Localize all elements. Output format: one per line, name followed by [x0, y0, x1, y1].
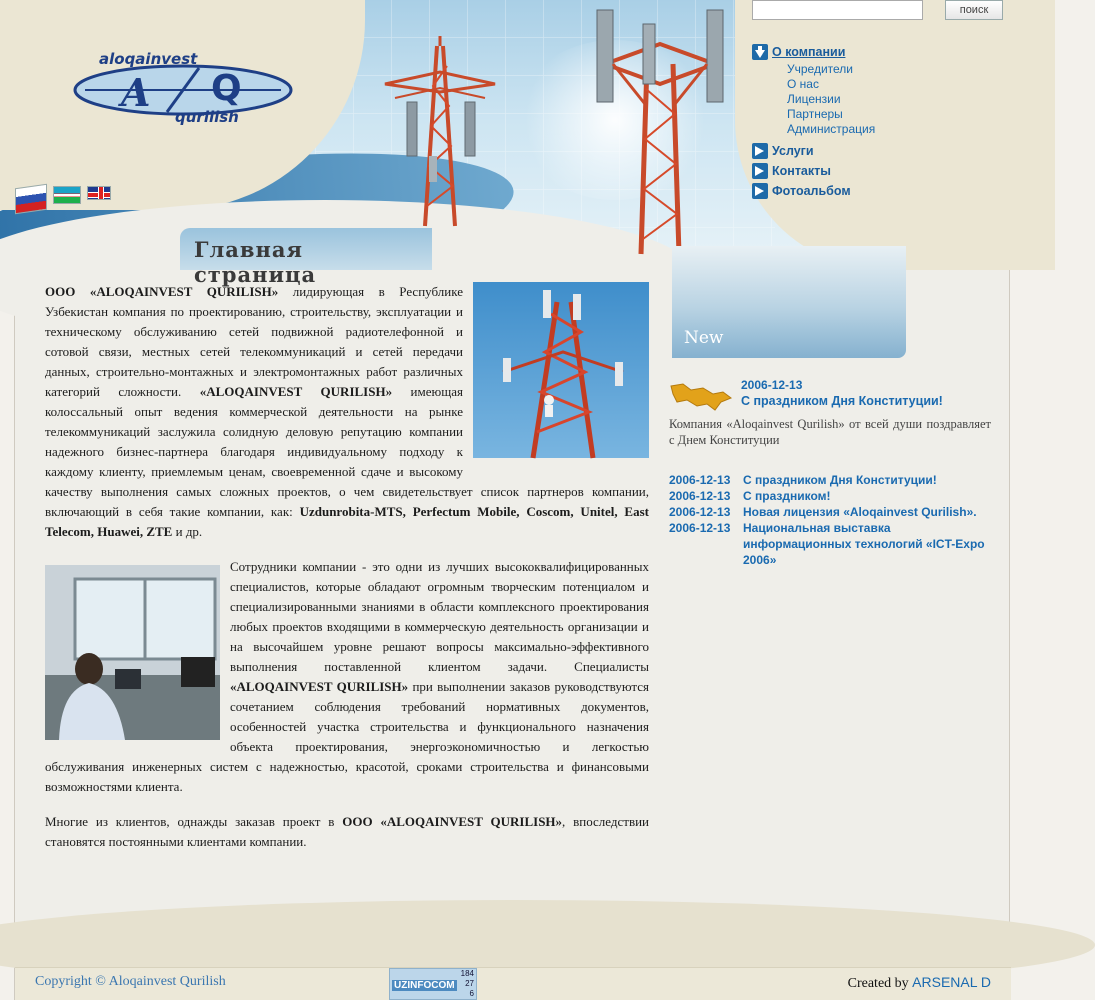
flag-english-icon[interactable] — [87, 186, 111, 200]
staff-paragraph: Сотрудники компании - это одни из лучших высококвалифицированных специалистов, которые обладают огромным творческим потенциалом и специализированными знаниями в области комплексного проектирования любых проектов входящими в коммерческую деятельность организации и на высочайшем уровне решают вопросы максимально-эффективного выполнения поставленной клиентом задачи. Специалисты «ALOQAINVEST QURILISH» при выполнении заказов руководствуются сочетанием соблюдения требований нормативных документов, особенностей участка строительства и функционального назначения объекта проектирования, энергоэкономичностью и легкостью обслуживания инженерных систем с надежностью, красотой, сроками строительства и финансовыми возможностями клиента. — [45, 559, 649, 794]
featured-news-date: 2006-12-13 — [741, 378, 803, 392]
svg-text:Q: Q — [211, 68, 242, 109]
news-list-item[interactable] — [669, 488, 991, 504]
svg-text:A: A — [121, 70, 151, 115]
news-list — [669, 472, 991, 568]
created-by-label: Created by — [847, 976, 909, 991]
nav-link-photoalbum[interactable]: Фотоальбом — [772, 184, 851, 198]
subnav-item-administration[interactable]: Администрация — [787, 122, 876, 136]
featured-news-body: Компания «Aloqainvest Qurilish» от всей души поздравляет с Днем Конституции — [669, 417, 991, 447]
office-photo — [45, 565, 220, 740]
nav-item-contacts[interactable] — [752, 161, 875, 181]
news-header-tab — [672, 246, 906, 358]
main-nav — [752, 42, 875, 201]
footer — [15, 940, 1011, 1000]
news-item-title[interactable]: С праздником! — [743, 489, 831, 503]
company-logo[interactable] — [71, 48, 295, 128]
news-list-item[interactable] — [669, 472, 991, 488]
arrow-right-icon — [752, 163, 768, 179]
uzbekistan-map-icon — [669, 378, 733, 412]
logo-top-text: aloqainvest — [99, 50, 198, 68]
tower-photo — [473, 282, 649, 458]
logo-bottom-text: qurilish — [175, 108, 239, 126]
search-button[interactable]: поиск — [945, 0, 1003, 20]
news-item-date: 2006-12-13 — [669, 473, 731, 487]
subnav-item-about-us[interactable]: О нас — [787, 77, 819, 91]
page-frame — [14, 0, 1010, 1000]
arrow-right-icon — [752, 183, 768, 199]
subnav-item-founders[interactable]: Учредители — [787, 62, 854, 76]
arrow-right-icon — [752, 143, 768, 159]
tower-illustration-small — [385, 36, 495, 226]
page-title: Главная страница — [194, 237, 317, 287]
news-item-title[interactable]: Новая лицензия «Aloqainvest Qurilish». — [743, 505, 977, 519]
news-item-date: 2006-12-13 — [669, 505, 731, 519]
nav-link-about[interactable]: О компании — [772, 45, 846, 59]
clients-paragraph: Многие из клиентов, однажды заказав проект в ООО «ALOQAINVEST QURILISH», впоследствии становятся постоянными клиентами компании. — [45, 814, 649, 849]
subnav-item-licenses[interactable]: Лицензии — [787, 92, 841, 106]
nav-item-photoalbum[interactable] — [752, 181, 875, 201]
featured-news-title[interactable]: С праздником Дня Конституции! — [741, 394, 943, 408]
intro-paragraph: ООО «ALOQAINVEST QURILISH» лидирующая в Республике Узбекистан компания по проектированию, строительству, эксплуатации и техническому обслуживанию сетей подвижной радиотелефонной и сотовой связи, местных сетей телекоммуникаций и сетей передачи данных, строительно-монтажных и электромонтажных работ различных категорий сложности. «ALOQAINVEST QURILISH» имеющая колоссальный опыт ведения коммерческой деятельности на рынке телекоммуникаций заслужила солидную деловую репутацию компании надежного бизнес-партнера благодаря индивидуальному подходу к каждому клиенту, приемлемым ценам, своевременной сдаче и высокому качеству выполнения самых сложных проектов, о чем свидетельствует список партнеров компании, включающий в себя такие компании, как: Uzdunrobita-MTS, Perfectum Mobile, Coscom, Unitel, East Telecom, Huawei, ZTE и др. — [45, 284, 649, 539]
nav-item-about[interactable] — [752, 42, 875, 62]
created-by-link[interactable]: ARSENAL D — [912, 974, 991, 990]
news-item-title[interactable]: С праздником Дня Конституции! — [743, 473, 937, 487]
flag-russian-icon[interactable] — [15, 184, 47, 214]
nav-item-services[interactable] — [752, 141, 875, 161]
created-by — [848, 974, 991, 992]
flag-uzbek-icon[interactable] — [53, 186, 81, 204]
page-title-tab — [180, 228, 432, 287]
search-input[interactable] — [752, 0, 923, 20]
arrow-down-icon — [752, 44, 768, 60]
language-switcher — [15, 186, 111, 212]
news-item-date: 2006-12-13 — [669, 521, 731, 535]
nav-link-services[interactable]: Услуги — [772, 144, 814, 158]
visitor-counter-badge[interactable] — [389, 968, 477, 1000]
copyright-text: Copyright © Aloqainvest Qurilish — [35, 974, 226, 989]
nav-link-contacts[interactable]: Контакты — [772, 164, 831, 178]
counter-brand: UZINFOCOM — [394, 980, 455, 991]
news-item-title[interactable]: Национальная выставка информационных технологий «ICT-Expo 2006» — [743, 521, 985, 567]
news-list-item[interactable] — [669, 520, 991, 568]
subnav-item-partners[interactable]: Партнеры — [787, 107, 843, 121]
news-header-label: New — [684, 328, 724, 348]
subnav-about — [787, 62, 875, 137]
news-list-item[interactable] — [669, 504, 991, 520]
tower-illustration-large — [585, 4, 735, 254]
counter-values: 184 27 6 — [460, 969, 474, 998]
main-content — [45, 282, 649, 867]
news-item-date: 2006-12-13 — [669, 489, 731, 503]
